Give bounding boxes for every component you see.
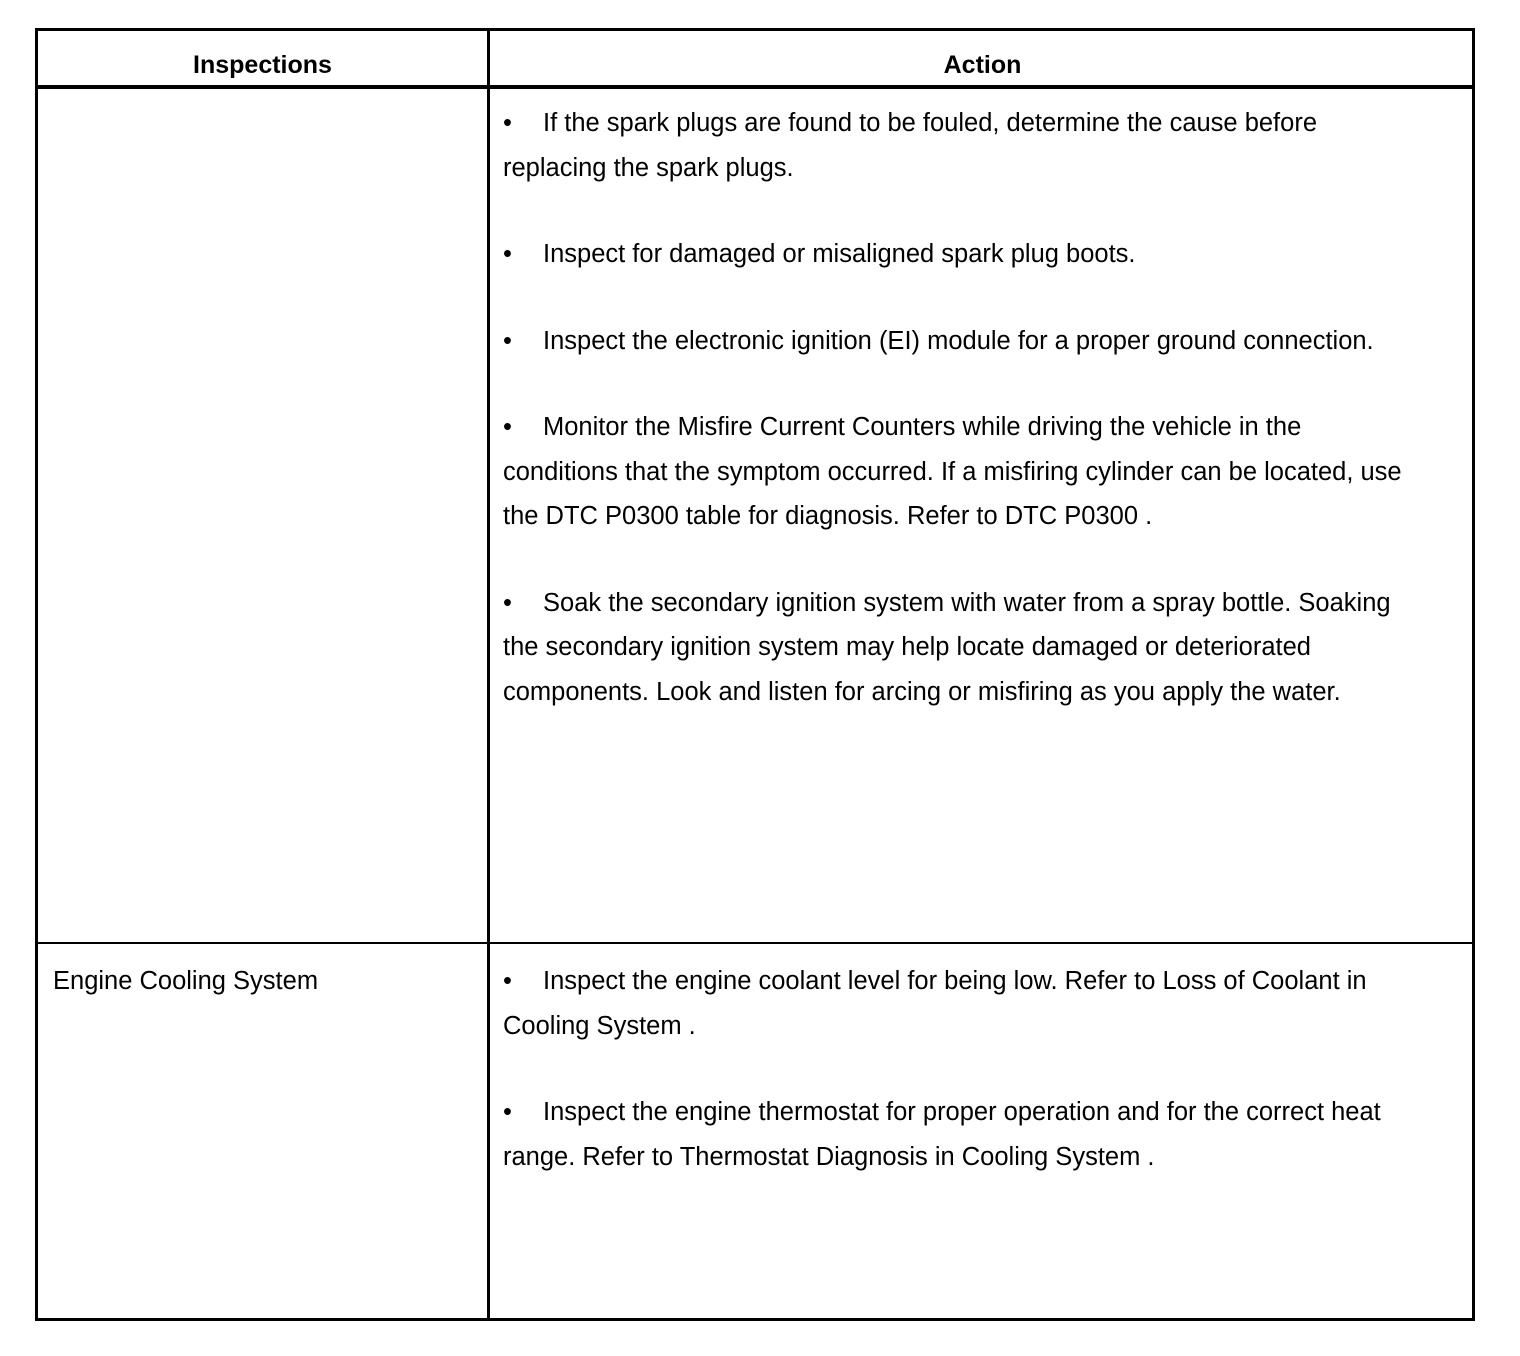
action-item bbox=[503, 1090, 1403, 1179]
action-text: Inspect for damaged or misaligned spark plug boots. bbox=[543, 240, 1136, 268]
bullet-icon: • bbox=[503, 967, 512, 995]
action-text: Inspect the electronic ignition (EI) module for a proper ground connection. bbox=[543, 326, 1374, 355]
row-divider bbox=[38, 942, 1472, 944]
action-item bbox=[503, 232, 1403, 277]
action-text: Inspect the engine thermostat for proper operation and for the correct heat range. Refer to Thermostat Diagnosis in Cooling System . bbox=[503, 1098, 1381, 1171]
action-text: If the spark plugs are found to be fouled, determine the cause before replacing the spark plugs. bbox=[503, 109, 1318, 182]
action-item bbox=[503, 959, 1403, 1048]
action-item bbox=[503, 405, 1403, 539]
bullet-icon: • bbox=[503, 413, 512, 441]
row-2-inspection: Engine Cooling System bbox=[53, 967, 319, 995]
action-text: Inspect the engine coolant level for being low. Refer to Loss of Coolant in Cooling System . bbox=[503, 967, 1367, 1040]
action-item bbox=[503, 319, 1403, 364]
header-inspections: Inspections bbox=[193, 51, 332, 79]
bullet-icon: • bbox=[503, 326, 512, 355]
table-header-row bbox=[38, 31, 1472, 89]
bullet-icon: • bbox=[503, 1098, 512, 1126]
row-1-actions bbox=[503, 101, 1403, 756]
header-action: Action bbox=[943, 51, 1022, 79]
bullet-icon: • bbox=[503, 109, 512, 137]
row-2-actions bbox=[503, 959, 1403, 1221]
action-text: Soak the secondary ignition system with water from a spray bottle. Soaking the secondary ignition system may help locate damaged or deteriorated components. Look and listen for arcing or misfiring as you apply the water. bbox=[503, 588, 1391, 706]
bullet-icon: • bbox=[503, 588, 512, 617]
action-text: Monitor the Misfire Current Counters while driving the vehicle in the conditions that the symptom occurred. If a misfiring cylinder can be located, use the DTC P0300 table for diagnosis. Refer to DTC P0300 . bbox=[503, 413, 1402, 530]
bullet-icon: • bbox=[503, 240, 512, 268]
inspection-table bbox=[35, 28, 1475, 1321]
action-item bbox=[503, 581, 1403, 715]
action-item bbox=[503, 101, 1403, 190]
column-divider bbox=[487, 31, 490, 1318]
